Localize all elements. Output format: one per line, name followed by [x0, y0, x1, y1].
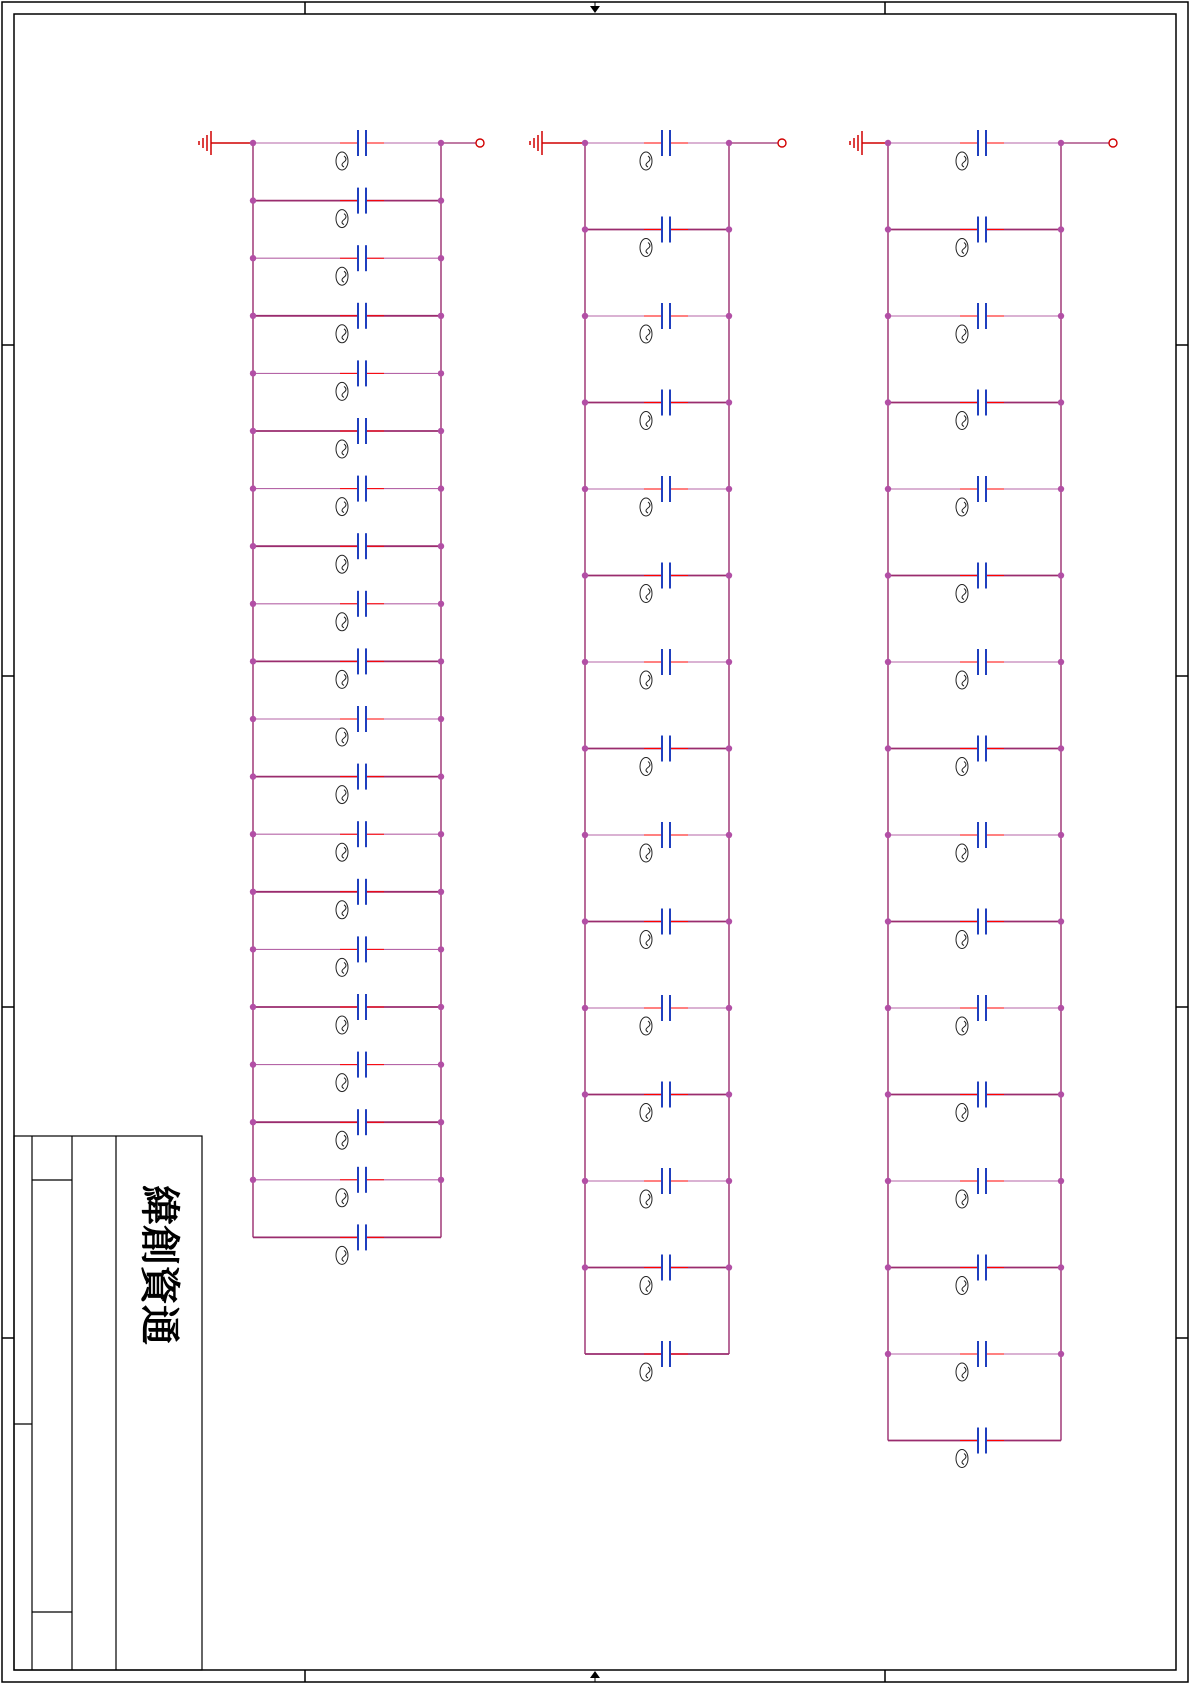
capacitor-icon	[662, 822, 670, 848]
part-reference-glyph	[336, 901, 348, 919]
junction-dot	[438, 313, 444, 319]
junction-dot	[250, 140, 256, 146]
capacitor-icon	[358, 533, 366, 559]
junction-dot	[438, 1177, 444, 1183]
part-reference-glyph	[336, 613, 348, 631]
capacitor-row	[585, 1341, 729, 1381]
part-reference-glyph	[956, 1104, 968, 1122]
capacitor-row	[885, 303, 1064, 343]
capacitor-icon	[662, 995, 670, 1021]
capacitor-icon	[978, 995, 986, 1021]
part-reference-glyph	[956, 412, 968, 430]
junction-dot	[582, 572, 588, 578]
junction-dot	[726, 1178, 732, 1184]
capacitor-array	[199, 130, 1117, 1468]
junction-dot	[1058, 486, 1064, 492]
junction-dot	[726, 486, 732, 492]
capacitor-row	[250, 936, 444, 976]
part-reference-glyph	[336, 843, 348, 861]
capacitor-row	[582, 1255, 732, 1295]
capacitor-row	[250, 188, 444, 228]
junction-dot	[250, 1004, 256, 1010]
part-reference-glyph	[956, 239, 968, 257]
part-reference-glyph	[956, 325, 968, 343]
junction-dot	[726, 226, 732, 232]
capacitor-row	[885, 130, 1064, 170]
capacitor-row	[250, 821, 444, 861]
part-reference-glyph	[336, 325, 348, 343]
capacitor-icon	[978, 390, 986, 416]
part-reference-glyph	[336, 786, 348, 804]
capacitor-row	[582, 563, 732, 603]
capacitor-icon	[662, 1255, 670, 1281]
capacitor-icon	[358, 476, 366, 502]
capacitor-icon	[358, 1224, 366, 1250]
junction-dot	[250, 1177, 256, 1183]
junction-dot	[438, 773, 444, 779]
part-reference-glyph	[956, 931, 968, 949]
junction-dot	[438, 428, 444, 434]
capacitor-row	[582, 217, 732, 257]
junction-dot	[726, 399, 732, 405]
junction-dot	[582, 399, 588, 405]
bank-1	[199, 130, 484, 1264]
junction-dot	[582, 1091, 588, 1097]
junction-dot	[885, 486, 891, 492]
capacitor-row	[250, 533, 444, 573]
terminal-icon	[1061, 139, 1117, 147]
junction-dot	[438, 140, 444, 146]
part-reference-glyph	[336, 267, 348, 285]
terminal-icon	[441, 139, 484, 147]
part-reference-glyph	[336, 728, 348, 746]
junction-dot	[438, 370, 444, 376]
capacitor-icon	[978, 563, 986, 589]
capacitor-row	[885, 563, 1064, 603]
capacitor-icon	[978, 130, 986, 156]
junction-dot	[1058, 1005, 1064, 1011]
part-reference-glyph	[336, 1016, 348, 1034]
junction-dot	[885, 918, 891, 924]
part-reference-glyph	[336, 210, 348, 228]
junction-dot	[582, 313, 588, 319]
junction-dot	[582, 1264, 588, 1270]
junction-dot	[1058, 1351, 1064, 1357]
junction-dot	[885, 1091, 891, 1097]
capacitor-icon	[662, 1341, 670, 1367]
part-reference-glyph	[956, 585, 968, 603]
junction-dot	[438, 946, 444, 952]
part-reference-glyph	[336, 440, 348, 458]
part-reference-glyph	[640, 758, 652, 776]
capacitor-row	[250, 591, 444, 631]
part-reference-glyph	[640, 1104, 652, 1122]
part-reference-glyph	[640, 585, 652, 603]
capacitor-icon	[358, 706, 366, 732]
capacitor-row	[885, 1341, 1064, 1381]
junction-dot	[1058, 832, 1064, 838]
drawing-frame	[2, 2, 1188, 1682]
junction-dot	[726, 313, 732, 319]
part-reference-glyph	[956, 1017, 968, 1035]
capacitor-row	[250, 994, 444, 1034]
capacitor-icon	[358, 360, 366, 386]
junction-dot	[582, 226, 588, 232]
capacitor-row	[885, 995, 1064, 1035]
capacitor-icon	[662, 563, 670, 589]
capacitor-row	[885, 1168, 1064, 1208]
junction-dot	[438, 197, 444, 203]
capacitor-icon	[662, 217, 670, 243]
part-reference-glyph	[336, 670, 348, 688]
capacitor-row	[582, 476, 732, 516]
part-reference-glyph	[640, 671, 652, 689]
terminal-icon	[729, 139, 786, 147]
capacitor-row	[885, 822, 1064, 862]
junction-dot	[250, 601, 256, 607]
capacitor-icon	[358, 648, 366, 674]
junction-dot	[250, 889, 256, 895]
part-reference-glyph	[336, 152, 348, 170]
junction-dot	[438, 658, 444, 664]
part-reference-glyph	[640, 152, 652, 170]
capacitor-row	[582, 822, 732, 862]
capacitor-row	[250, 476, 444, 516]
junction-dot	[726, 1005, 732, 1011]
capacitor-icon	[978, 822, 986, 848]
junction-dot	[726, 1264, 732, 1270]
junction-dot	[726, 572, 732, 578]
capacitor-row	[250, 648, 444, 688]
part-reference-glyph	[640, 325, 652, 343]
part-reference-glyph	[956, 1190, 968, 1208]
junction-dot	[1058, 226, 1064, 232]
capacitor-row	[250, 245, 444, 285]
capacitor-row	[885, 736, 1064, 776]
capacitor-row	[885, 217, 1064, 257]
capacitor-icon	[662, 1168, 670, 1194]
capacitor-icon	[358, 245, 366, 271]
junction-dot	[438, 831, 444, 837]
junction-dot	[726, 659, 732, 665]
junction-dot	[885, 1005, 891, 1011]
capacitor-icon	[358, 821, 366, 847]
capacitor-icon	[978, 217, 986, 243]
capacitor-icon	[978, 1082, 986, 1108]
capacitor-icon	[358, 188, 366, 214]
part-reference-glyph	[956, 1450, 968, 1468]
ground-icon	[850, 131, 888, 155]
capacitor-icon	[978, 1168, 986, 1194]
capacitor-row	[582, 995, 732, 1035]
junction-dot	[1058, 140, 1064, 146]
junction-dot	[582, 659, 588, 665]
junction-dot	[1058, 313, 1064, 319]
junction-dot	[582, 1005, 588, 1011]
part-reference-glyph	[336, 498, 348, 516]
capacitor-icon	[662, 130, 670, 156]
capacitor-icon	[978, 1341, 986, 1367]
capacitor-icon	[358, 764, 366, 790]
capacitor-row	[885, 1255, 1064, 1295]
junction-dot	[582, 832, 588, 838]
junction-dot	[582, 918, 588, 924]
junction-dot	[582, 140, 588, 146]
part-reference-glyph	[956, 758, 968, 776]
capacitor-row	[582, 1082, 732, 1122]
junction-dot	[885, 659, 891, 665]
junction-dot	[250, 658, 256, 664]
part-reference-glyph	[640, 412, 652, 430]
junction-dot	[726, 832, 732, 838]
junction-dot	[885, 226, 891, 232]
junction-dot	[726, 918, 732, 924]
part-reference-glyph	[640, 498, 652, 516]
center-arrow-top	[590, 2, 600, 13]
capacitor-icon	[358, 879, 366, 905]
capacitor-row	[250, 1052, 444, 1092]
capacitor-icon	[662, 649, 670, 675]
capacitor-row	[582, 130, 732, 170]
capacitor-row	[582, 1168, 732, 1208]
junction-dot	[438, 716, 444, 722]
junction-dot	[726, 745, 732, 751]
capacitor-row	[250, 360, 444, 400]
junction-dot	[438, 255, 444, 261]
ground-icon	[530, 131, 585, 155]
junction-dot	[885, 313, 891, 319]
part-reference-glyph	[336, 958, 348, 976]
junction-dot	[250, 370, 256, 376]
bank-3	[850, 130, 1117, 1468]
part-reference-glyph	[640, 931, 652, 949]
company-name: 緯創資通	[136, 1185, 183, 1345]
junction-dot	[250, 1119, 256, 1125]
capacitor-row	[582, 736, 732, 776]
capacitor-icon	[358, 1167, 366, 1193]
capacitor-icon	[358, 130, 366, 156]
capacitor-row	[885, 909, 1064, 949]
part-reference-glyph	[956, 844, 968, 862]
capacitor-icon	[358, 591, 366, 617]
part-reference-glyph	[956, 1277, 968, 1295]
junction-dot	[885, 745, 891, 751]
junction-dot	[1058, 659, 1064, 665]
capacitor-row	[250, 1109, 444, 1149]
capacitor-icon	[978, 1428, 986, 1454]
junction-dot	[250, 197, 256, 203]
part-reference-glyph	[336, 555, 348, 573]
capacitor-row	[885, 390, 1064, 430]
capacitor-icon	[978, 476, 986, 502]
junction-dot	[582, 1178, 588, 1184]
junction-dot	[1058, 1264, 1064, 1270]
junction-dot	[1058, 1178, 1064, 1184]
capacitor-icon	[978, 649, 986, 675]
capacitor-row	[250, 764, 444, 804]
capacitor-row	[582, 649, 732, 689]
capacitor-icon	[358, 418, 366, 444]
capacitor-row	[885, 476, 1064, 516]
capacitor-row	[582, 390, 732, 430]
junction-dot	[438, 601, 444, 607]
junction-dot	[250, 946, 256, 952]
capacitor-row	[582, 303, 732, 343]
junction-dot	[250, 543, 256, 549]
junction-dot	[438, 485, 444, 491]
part-reference-glyph	[336, 1074, 348, 1092]
capacitor-row	[250, 303, 444, 343]
capacitor-icon	[358, 303, 366, 329]
part-reference-glyph	[640, 844, 652, 862]
part-reference-glyph	[640, 1017, 652, 1035]
junction-dot	[250, 716, 256, 722]
part-reference-glyph	[956, 671, 968, 689]
part-reference-glyph	[640, 1190, 652, 1208]
part-reference-glyph	[336, 382, 348, 400]
capacitor-row	[250, 130, 444, 170]
capacitor-icon	[978, 736, 986, 762]
part-reference-glyph	[640, 239, 652, 257]
capacitor-icon	[358, 994, 366, 1020]
junction-dot	[250, 313, 256, 319]
junction-dot	[438, 543, 444, 549]
junction-dot	[726, 1091, 732, 1097]
junction-dot	[250, 485, 256, 491]
junction-dot	[250, 428, 256, 434]
capacitor-row	[885, 649, 1064, 689]
capacitor-row	[582, 909, 732, 949]
junction-dot	[582, 486, 588, 492]
capacitor-icon	[358, 1052, 366, 1078]
capacitor-icon	[978, 909, 986, 935]
capacitor-icon	[662, 303, 670, 329]
junction-dot	[438, 1061, 444, 1067]
capacitor-icon	[662, 1082, 670, 1108]
capacitor-icon	[978, 1255, 986, 1281]
junction-dot	[885, 1178, 891, 1184]
part-reference-glyph	[956, 498, 968, 516]
ground-icon	[199, 131, 253, 155]
junction-dot	[1058, 745, 1064, 751]
junction-dot	[1058, 399, 1064, 405]
part-reference-glyph	[336, 1246, 348, 1264]
capacitor-row	[250, 879, 444, 919]
junction-dot	[438, 889, 444, 895]
junction-dot	[885, 572, 891, 578]
capacitor-icon	[358, 936, 366, 962]
junction-dot	[885, 1351, 891, 1357]
junction-dot	[582, 745, 588, 751]
part-reference-glyph	[640, 1277, 652, 1295]
junction-dot	[438, 1119, 444, 1125]
capacitor-icon	[662, 390, 670, 416]
bank-2	[530, 130, 786, 1381]
part-reference-glyph	[336, 1189, 348, 1207]
capacitor-icon	[662, 476, 670, 502]
junction-dot	[885, 140, 891, 146]
junction-dot	[885, 399, 891, 405]
capacitor-row	[250, 1167, 444, 1207]
junction-dot	[1058, 1091, 1064, 1097]
junction-dot	[726, 140, 732, 146]
junction-dot	[1058, 572, 1064, 578]
capacitor-icon	[358, 1109, 366, 1135]
junction-dot	[250, 831, 256, 837]
junction-dot	[250, 773, 256, 779]
junction-dot	[250, 1061, 256, 1067]
junction-dot	[885, 1264, 891, 1270]
part-reference-glyph	[956, 152, 968, 170]
center-arrow-bottom	[590, 1671, 600, 1682]
capacitor-icon	[662, 736, 670, 762]
capacitor-row	[250, 706, 444, 746]
junction-dot	[1058, 918, 1064, 924]
junction-dot	[438, 1004, 444, 1010]
capacitor-row	[250, 418, 444, 458]
junction-dot	[250, 255, 256, 261]
capacitor-row	[885, 1082, 1064, 1122]
junction-dot	[885, 832, 891, 838]
capacitor-row	[888, 1428, 1061, 1468]
capacitor-row	[253, 1224, 441, 1264]
capacitor-icon	[978, 303, 986, 329]
part-reference-glyph	[640, 1363, 652, 1381]
part-reference-glyph	[956, 1363, 968, 1381]
capacitor-icon	[662, 909, 670, 935]
part-reference-glyph	[336, 1131, 348, 1149]
